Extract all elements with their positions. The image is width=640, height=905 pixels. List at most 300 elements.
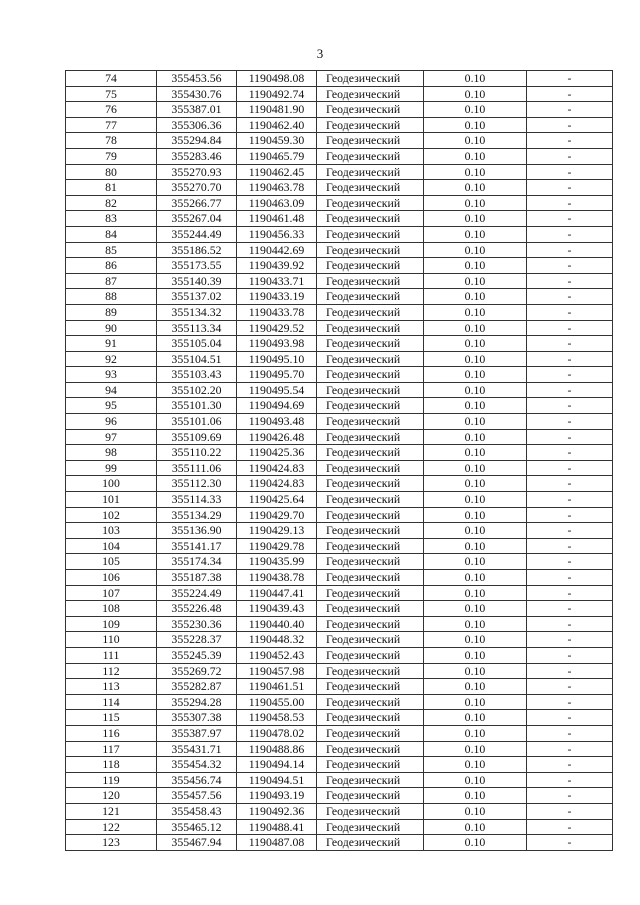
table-row [66,476,613,492]
y-coordinate-cell: 1190478.02 [237,725,317,741]
x-coordinate-cell: 355270.93 [157,164,237,180]
method-cell: Геодезический [317,398,424,414]
x-coordinate-cell: 355282.87 [157,679,237,695]
accuracy-cell: 0.10 [424,632,527,648]
x-coordinate-cell: 355230.36 [157,616,237,632]
y-coordinate-cell: 1190440.40 [237,616,317,632]
x-coordinate-cell: 355430.76 [157,86,237,102]
accuracy-cell: 0.10 [424,242,527,258]
table-row [66,320,613,336]
y-coordinate-cell: 1190495.70 [237,367,317,383]
y-coordinate-cell: 1190452.43 [237,647,317,663]
point-number-cell: 89 [66,304,157,320]
accuracy-cell: 0.10 [424,102,527,118]
method-cell: Геодезический [317,725,424,741]
accuracy-cell: 0.10 [424,788,527,804]
table-row [66,211,613,227]
point-number-cell: 87 [66,273,157,289]
y-coordinate-cell: 1190448.32 [237,632,317,648]
method-cell: Геодезический [317,601,424,617]
table-row [66,757,613,773]
x-coordinate-cell: 355102.20 [157,382,237,398]
point-number-cell: 123 [66,835,157,851]
note-cell: - [527,819,613,835]
y-coordinate-cell: 1190425.36 [237,445,317,461]
note-cell: - [527,320,613,336]
point-number-cell: 95 [66,398,157,414]
accuracy-cell: 0.10 [424,803,527,819]
method-cell: Геодезический [317,211,424,227]
y-coordinate-cell: 1190429.78 [237,538,317,554]
note-cell: - [527,273,613,289]
point-number-cell: 112 [66,663,157,679]
note-cell: - [527,133,613,149]
method-cell: Геодезический [317,445,424,461]
accuracy-cell: 0.10 [424,148,527,164]
table-row [66,148,613,164]
note-cell: - [527,180,613,196]
method-cell: Геодезический [317,242,424,258]
y-coordinate-cell: 1190462.45 [237,164,317,180]
y-coordinate-cell: 1190429.70 [237,507,317,523]
accuracy-cell: 0.10 [424,819,527,835]
note-cell: - [527,835,613,851]
table-row [66,242,613,258]
note-cell: - [527,102,613,118]
x-coordinate-cell: 355244.49 [157,226,237,242]
table-row [66,663,613,679]
accuracy-cell: 0.10 [424,86,527,102]
y-coordinate-cell: 1190465.79 [237,148,317,164]
method-cell: Геодезический [317,273,424,289]
method-cell: Геодезический [317,336,424,352]
note-cell: - [527,492,613,508]
method-cell: Геодезический [317,414,424,430]
point-number-cell: 118 [66,757,157,773]
x-coordinate-cell: 355387.97 [157,725,237,741]
y-coordinate-cell: 1190461.51 [237,679,317,695]
accuracy-cell: 0.10 [424,538,527,554]
page-number: 3 [316,46,324,61]
method-cell: Геодезический [317,71,424,87]
table-row [66,523,613,539]
point-number-cell: 104 [66,538,157,554]
note-cell: - [527,554,613,570]
table-row [66,71,613,87]
note-cell: - [527,195,613,211]
accuracy-cell: 0.10 [424,616,527,632]
y-coordinate-cell: 1190447.41 [237,585,317,601]
y-coordinate-cell: 1190492.36 [237,803,317,819]
x-coordinate-cell: 355266.77 [157,195,237,211]
accuracy-cell: 0.10 [424,211,527,227]
y-coordinate-cell: 1190493.48 [237,414,317,430]
note-cell: - [527,460,613,476]
accuracy-cell: 0.10 [424,647,527,663]
x-coordinate-cell: 355387.01 [157,102,237,118]
method-cell: Геодезический [317,320,424,336]
y-coordinate-cell: 1190429.13 [237,523,317,539]
method-cell: Геодезический [317,616,424,632]
point-number-cell: 117 [66,741,157,757]
point-number-cell: 99 [66,460,157,476]
point-number-cell: 81 [66,180,157,196]
y-coordinate-cell: 1190458.53 [237,710,317,726]
accuracy-cell: 0.10 [424,258,527,274]
note-cell: - [527,289,613,305]
x-coordinate-cell: 355186.52 [157,242,237,258]
table-row [66,289,613,305]
note-cell: - [527,226,613,242]
point-number-cell: 92 [66,351,157,367]
accuracy-cell: 0.10 [424,117,527,133]
y-coordinate-cell: 1190435.99 [237,554,317,570]
note-cell: - [527,772,613,788]
accuracy-cell: 0.10 [424,554,527,570]
method-cell: Геодезический [317,226,424,242]
x-coordinate-cell: 355269.72 [157,663,237,679]
method-cell: Геодезический [317,460,424,476]
note-cell: - [527,663,613,679]
note-cell: - [527,398,613,414]
x-coordinate-cell: 355294.84 [157,133,237,149]
table-row [66,133,613,149]
method-cell: Геодезический [317,585,424,601]
note-cell: - [527,570,613,586]
x-coordinate-cell: 355226.48 [157,601,237,617]
table-row [66,772,613,788]
table-row [66,694,613,710]
method-cell: Геодезический [317,429,424,445]
method-cell: Геодезический [317,102,424,118]
x-coordinate-cell: 355270.70 [157,180,237,196]
accuracy-cell: 0.10 [424,289,527,305]
note-cell: - [527,523,613,539]
method-cell: Геодезический [317,304,424,320]
method-cell: Геодезический [317,164,424,180]
method-cell: Геодезический [317,835,424,851]
point-number-cell: 80 [66,164,157,180]
y-coordinate-cell: 1190459.30 [237,133,317,149]
y-coordinate-cell: 1190438.78 [237,570,317,586]
point-number-cell: 78 [66,133,157,149]
method-cell: Геодезический [317,741,424,757]
accuracy-cell: 0.10 [424,725,527,741]
point-number-cell: 103 [66,523,157,539]
table-row [66,647,613,663]
y-coordinate-cell: 1190495.10 [237,351,317,367]
accuracy-cell: 0.10 [424,429,527,445]
method-cell: Геодезический [317,195,424,211]
accuracy-cell: 0.10 [424,757,527,773]
method-cell: Геодезический [317,663,424,679]
note-cell: - [527,694,613,710]
point-number-cell: 115 [66,710,157,726]
x-coordinate-cell: 355294.28 [157,694,237,710]
y-coordinate-cell: 1190429.52 [237,320,317,336]
x-coordinate-cell: 355104.51 [157,351,237,367]
x-coordinate-cell: 355267.04 [157,211,237,227]
accuracy-cell: 0.10 [424,320,527,336]
method-cell: Геодезический [317,180,424,196]
y-coordinate-cell: 1190495.54 [237,382,317,398]
accuracy-cell: 0.10 [424,476,527,492]
coordinates-table [65,70,613,851]
method-cell: Геодезический [317,382,424,398]
method-cell: Геодезический [317,351,424,367]
y-coordinate-cell: 1190488.86 [237,741,317,757]
note-cell: - [527,616,613,632]
x-coordinate-cell: 355306.36 [157,117,237,133]
x-coordinate-cell: 355228.37 [157,632,237,648]
point-number-cell: 98 [66,445,157,461]
x-coordinate-cell: 355112.30 [157,476,237,492]
x-coordinate-cell: 355137.02 [157,289,237,305]
table-row [66,616,613,632]
point-number-cell: 122 [66,819,157,835]
table-row [66,601,613,617]
method-cell: Геодезический [317,86,424,102]
point-number-cell: 76 [66,102,157,118]
point-number-cell: 102 [66,507,157,523]
y-coordinate-cell: 1190487.08 [237,835,317,851]
accuracy-cell: 0.10 [424,304,527,320]
x-coordinate-cell: 355173.55 [157,258,237,274]
table-row [66,632,613,648]
table-row [66,367,613,383]
table-row [66,710,613,726]
x-coordinate-cell: 355431.71 [157,741,237,757]
x-coordinate-cell: 355105.04 [157,336,237,352]
method-cell: Геодезический [317,757,424,773]
point-number-cell: 105 [66,554,157,570]
x-coordinate-cell: 355174.34 [157,554,237,570]
point-number-cell: 83 [66,211,157,227]
note-cell: - [527,429,613,445]
note-cell: - [527,507,613,523]
y-coordinate-cell: 1190439.43 [237,601,317,617]
table-row [66,492,613,508]
accuracy-cell: 0.10 [424,523,527,539]
point-number-cell: 114 [66,694,157,710]
x-coordinate-cell: 355453.56 [157,71,237,87]
point-number-cell: 111 [66,647,157,663]
x-coordinate-cell: 355140.39 [157,273,237,289]
note-cell: - [527,382,613,398]
x-coordinate-cell: 355456.74 [157,772,237,788]
note-cell: - [527,258,613,274]
note-cell: - [527,86,613,102]
table-row [66,258,613,274]
point-number-cell: 113 [66,679,157,695]
method-cell: Геодезический [317,647,424,663]
method-cell: Геодезический [317,148,424,164]
x-coordinate-cell: 355187.38 [157,570,237,586]
accuracy-cell: 0.10 [424,133,527,149]
accuracy-cell: 0.10 [424,336,527,352]
accuracy-cell: 0.10 [424,710,527,726]
table-row [66,554,613,570]
point-number-cell: 88 [66,289,157,305]
point-number-cell: 86 [66,258,157,274]
accuracy-cell: 0.10 [424,772,527,788]
method-cell: Геодезический [317,289,424,305]
note-cell: - [527,164,613,180]
note-cell: - [527,304,613,320]
method-cell: Геодезический [317,772,424,788]
point-number-cell: 94 [66,382,157,398]
note-cell: - [527,710,613,726]
accuracy-cell: 0.10 [424,367,527,383]
y-coordinate-cell: 1190433.71 [237,273,317,289]
y-coordinate-cell: 1190424.83 [237,460,317,476]
note-cell: - [527,632,613,648]
method-cell: Геодезический [317,788,424,804]
table-row [66,180,613,196]
note-cell: - [527,585,613,601]
note-cell: - [527,336,613,352]
x-coordinate-cell: 355467.94 [157,835,237,851]
table-row [66,725,613,741]
x-coordinate-cell: 355454.32 [157,757,237,773]
note-cell: - [527,351,613,367]
point-number-cell: 119 [66,772,157,788]
table-row [66,86,613,102]
point-number-cell: 116 [66,725,157,741]
method-cell: Геодезический [317,117,424,133]
note-cell: - [527,757,613,773]
table-row [66,117,613,133]
method-cell: Геодезический [317,258,424,274]
y-coordinate-cell: 1190463.78 [237,180,317,196]
method-cell: Геодезический [317,538,424,554]
y-coordinate-cell: 1190488.41 [237,819,317,835]
method-cell: Геодезический [317,819,424,835]
x-coordinate-cell: 355141.17 [157,538,237,554]
y-coordinate-cell: 1190433.78 [237,304,317,320]
table-row [66,585,613,601]
y-coordinate-cell: 1190461.48 [237,211,317,227]
note-cell: - [527,476,613,492]
y-coordinate-cell: 1190433.19 [237,289,317,305]
accuracy-cell: 0.10 [424,445,527,461]
note-cell: - [527,414,613,430]
accuracy-cell: 0.10 [424,398,527,414]
note-cell: - [527,803,613,819]
note-cell: - [527,242,613,258]
point-number-cell: 77 [66,117,157,133]
y-coordinate-cell: 1190426.48 [237,429,317,445]
x-coordinate-cell: 355134.29 [157,507,237,523]
note-cell: - [527,725,613,741]
point-number-cell: 107 [66,585,157,601]
point-number-cell: 74 [66,71,157,87]
table-row [66,819,613,835]
x-coordinate-cell: 355113.34 [157,320,237,336]
x-coordinate-cell: 355245.39 [157,647,237,663]
method-cell: Геодезический [317,554,424,570]
table-row [66,445,613,461]
point-number-cell: 110 [66,632,157,648]
method-cell: Геодезический [317,523,424,539]
table-row [66,273,613,289]
x-coordinate-cell: 355136.90 [157,523,237,539]
x-coordinate-cell: 355283.46 [157,148,237,164]
table-row [66,788,613,804]
point-number-cell: 93 [66,367,157,383]
y-coordinate-cell: 1190457.98 [237,663,317,679]
table-row [66,195,613,211]
accuracy-cell: 0.10 [424,601,527,617]
note-cell: - [527,601,613,617]
accuracy-cell: 0.10 [424,585,527,601]
accuracy-cell: 0.10 [424,679,527,695]
note-cell: - [527,741,613,757]
accuracy-cell: 0.10 [424,71,527,87]
accuracy-cell: 0.10 [424,570,527,586]
table-row [66,429,613,445]
note-cell: - [527,117,613,133]
table-row [66,679,613,695]
point-number-cell: 108 [66,601,157,617]
y-coordinate-cell: 1190463.09 [237,195,317,211]
table-row [66,507,613,523]
point-number-cell: 120 [66,788,157,804]
y-coordinate-cell: 1190455.00 [237,694,317,710]
y-coordinate-cell: 1190492.74 [237,86,317,102]
note-cell: - [527,148,613,164]
note-cell: - [527,71,613,87]
y-coordinate-cell: 1190462.40 [237,117,317,133]
method-cell: Геодезический [317,367,424,383]
point-number-cell: 106 [66,570,157,586]
coordinates-table-body [66,71,613,851]
table-row [66,398,613,414]
table-row [66,164,613,180]
x-coordinate-cell: 355134.32 [157,304,237,320]
accuracy-cell: 0.10 [424,460,527,476]
x-coordinate-cell: 355110.22 [157,445,237,461]
x-coordinate-cell: 355224.49 [157,585,237,601]
accuracy-cell: 0.10 [424,164,527,180]
point-number-cell: 84 [66,226,157,242]
accuracy-cell: 0.10 [424,835,527,851]
point-number-cell: 101 [66,492,157,508]
note-cell: - [527,788,613,804]
table-row [66,304,613,320]
point-number-cell: 90 [66,320,157,336]
method-cell: Геодезический [317,803,424,819]
table-row [66,414,613,430]
accuracy-cell: 0.10 [424,507,527,523]
accuracy-cell: 0.10 [424,273,527,289]
note-cell: - [527,211,613,227]
note-cell: - [527,367,613,383]
accuracy-cell: 0.10 [424,694,527,710]
point-number-cell: 75 [66,86,157,102]
method-cell: Геодезический [317,570,424,586]
accuracy-cell: 0.10 [424,741,527,757]
x-coordinate-cell: 355109.69 [157,429,237,445]
point-number-cell: 79 [66,148,157,164]
y-coordinate-cell: 1190494.69 [237,398,317,414]
x-coordinate-cell: 355101.06 [157,414,237,430]
note-cell: - [527,538,613,554]
x-coordinate-cell: 355101.30 [157,398,237,414]
accuracy-cell: 0.10 [424,663,527,679]
note-cell: - [527,679,613,695]
point-number-cell: 109 [66,616,157,632]
